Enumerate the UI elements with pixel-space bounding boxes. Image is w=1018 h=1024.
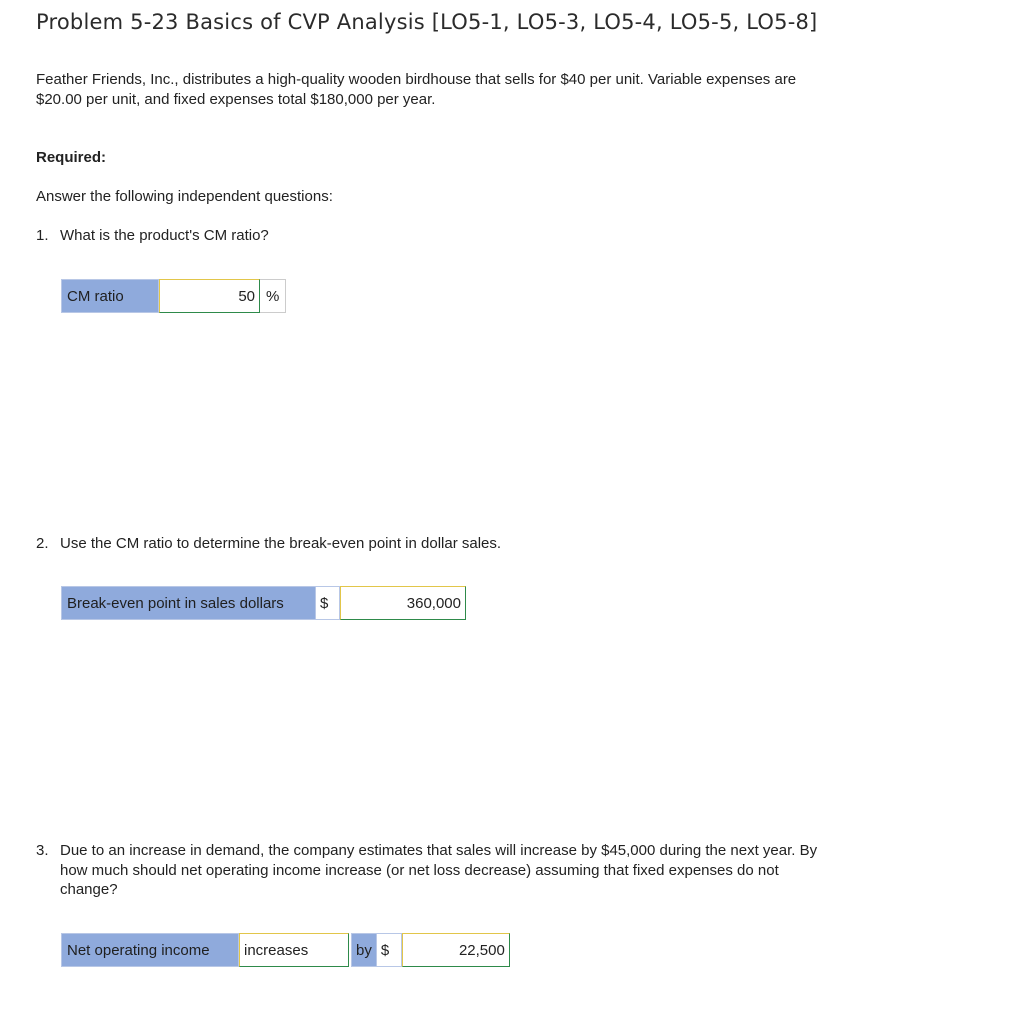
question-number: 3. [36, 842, 49, 859]
direction-select[interactable]: increases [239, 933, 349, 967]
break-even-input[interactable]: 360,000 [340, 586, 466, 620]
cm-ratio-row [61, 279, 286, 313]
net-operating-income-label: Net operating income [61, 933, 239, 967]
break-even-row [61, 586, 466, 620]
by-label: by [351, 933, 377, 967]
problem-intro: Feather Friends, Inc., distributes a high-quality wooden birdhouse that sells for $40 per unit. Variable expenses are $20.00 per unit, and fixed expenses total $180,000 per year. [36, 71, 797, 108]
instructions: Answer the following independent questions: [36, 188, 333, 205]
net-operating-income-row [61, 933, 510, 967]
question-number: 1. [36, 227, 49, 244]
cm-ratio-input[interactable]: 50 [159, 279, 260, 313]
net-income-change-input[interactable]: 22,500 [402, 933, 510, 967]
currency-symbol: $ [377, 933, 402, 967]
percent-unit: % [260, 279, 286, 313]
question-text: What is the product's CM ratio? [60, 227, 269, 244]
question-text: Due to an increase in demand, the company estimates that sales will increase by $45,000 during the next year. By how much should net operating income increase (or net loss decrease) assuming that fixed expenses do not change? [60, 842, 818, 898]
break-even-label: Break-even point in sales dollars [61, 586, 316, 620]
cm-ratio-label: CM ratio [61, 279, 159, 313]
question-number: 2. [36, 535, 49, 552]
required-heading: Required: [36, 149, 107, 166]
currency-symbol: $ [316, 586, 340, 620]
question-text: Use the CM ratio to determine the break-even point in dollar sales. [60, 535, 502, 552]
page-title: Problem 5-23 Basics of CVP Analysis [LO5-1, LO5-3, LO5-4, LO5-5, LO5-8] [36, 10, 818, 34]
